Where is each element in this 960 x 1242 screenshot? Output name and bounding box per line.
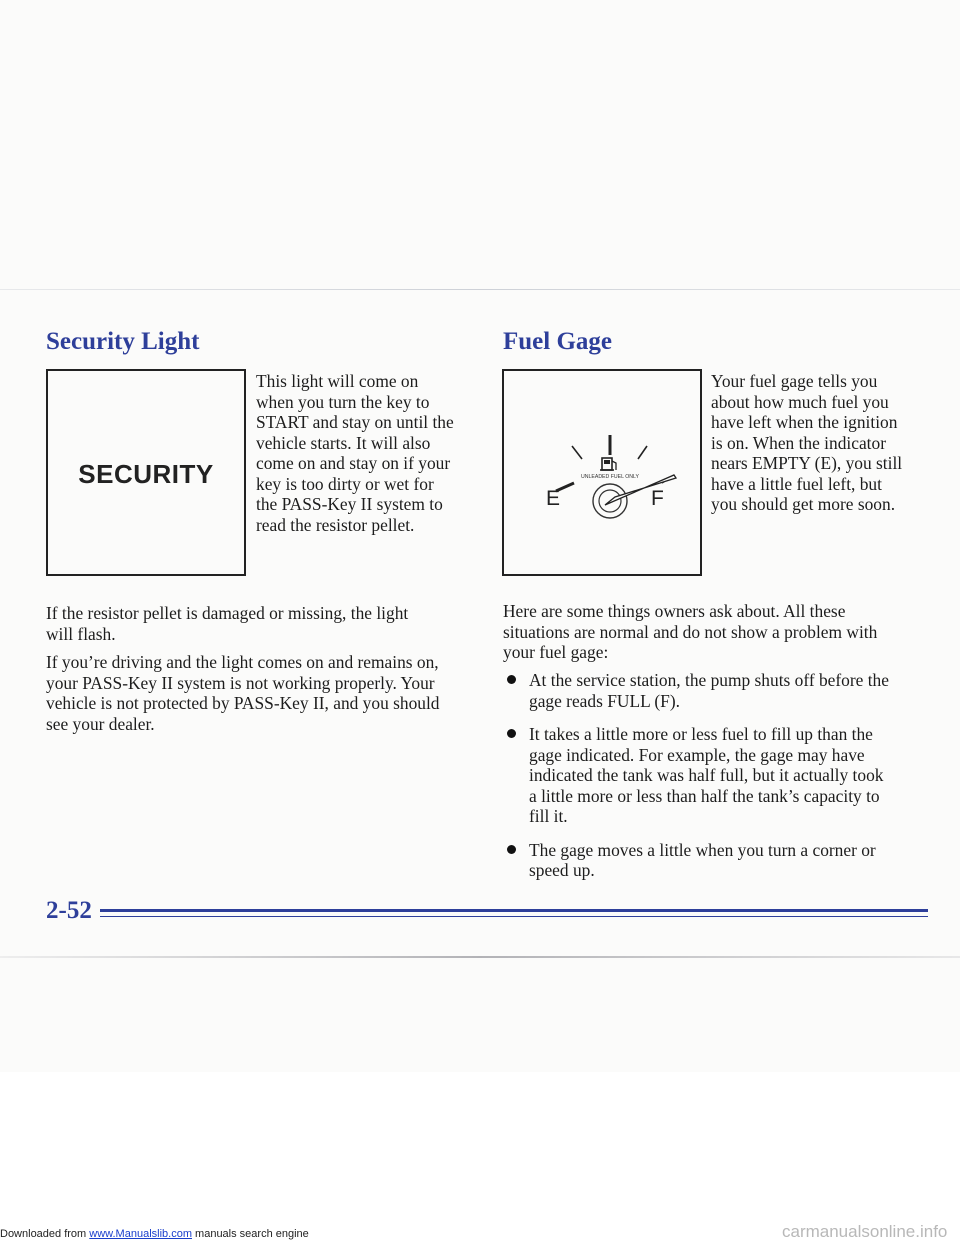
fuel-gauge-dial (504, 371, 700, 574)
fuel-bullet-list (505, 670, 935, 894)
fuel-gage-heading: Fuel Gage (503, 328, 613, 355)
bullet-icon (507, 675, 516, 684)
unleaded-label: UNLEADED FUEL ONLY (581, 474, 639, 480)
gauge-tick-three-quarter (638, 446, 647, 459)
fuel-intro-paragraph: Here are some things owners ask about. All these situations are normal and do not show a problem with your fuel gage: (503, 601, 878, 662)
list-item: It takes a little more or less fuel to fill up than the gage indicated. For example, the gage may have indicated the tank was half full, but it actually took a little more or less than half the tank’s capacity to fill it. (505, 724, 935, 827)
page-top-edge (0, 289, 960, 290)
page-number-rule (100, 909, 928, 912)
security-indicator-illustration (46, 369, 246, 576)
gauge-empty-label: E (546, 487, 561, 510)
page-number-rule-thin (100, 916, 928, 917)
gauge-tick-quarter (572, 446, 582, 459)
security-indicator-text: SECURITY (78, 459, 214, 489)
security-paragraph-dealer: If you’re driving and the light comes on and remains on, your PASS-Key II system is not working properly. Your vehicle is not protected by PASS-Key II, and you should see your dealer. (46, 652, 440, 734)
manualslib-link[interactable]: www.Manualslib.com (89, 1228, 192, 1240)
security-side-text: This light will come on when you turn the key to START and stay on until the vehicle starts. It will also come on and stay on if your key is too dirty or wet for the PASS-Key II system to read the resistor pellet. (256, 371, 454, 535)
download-footer: Downloaded from www.Manualslib.com manuals search engine (0, 1228, 309, 1240)
security-light-heading: Security Light (46, 328, 200, 355)
fuel-pump-icon (600, 458, 616, 470)
bullet-icon (507, 729, 516, 738)
security-paragraph-flash: If the resistor pellet is damaged or missing, the light will flash. (46, 603, 409, 644)
fuel-side-text: Your fuel gage tells you about how much fuel you have left when the ignition is on. When the indicator nears EMPTY (E), you still have a little fuel left, but you should get more soon. (711, 371, 903, 514)
page-number: 2-52 (46, 897, 92, 924)
watermark-text: carmanualsonline.info (782, 1222, 948, 1241)
gauge-full-label: F (651, 487, 664, 510)
list-item: The gage moves a little when you turn a corner or speed up. (505, 840, 935, 881)
page-bottom-edge (0, 956, 960, 958)
list-item: At the service station, the pump shuts off before the gage reads FULL (F). (505, 670, 935, 711)
bullet-icon (507, 845, 516, 854)
fuel-gauge-illustration (502, 369, 702, 576)
